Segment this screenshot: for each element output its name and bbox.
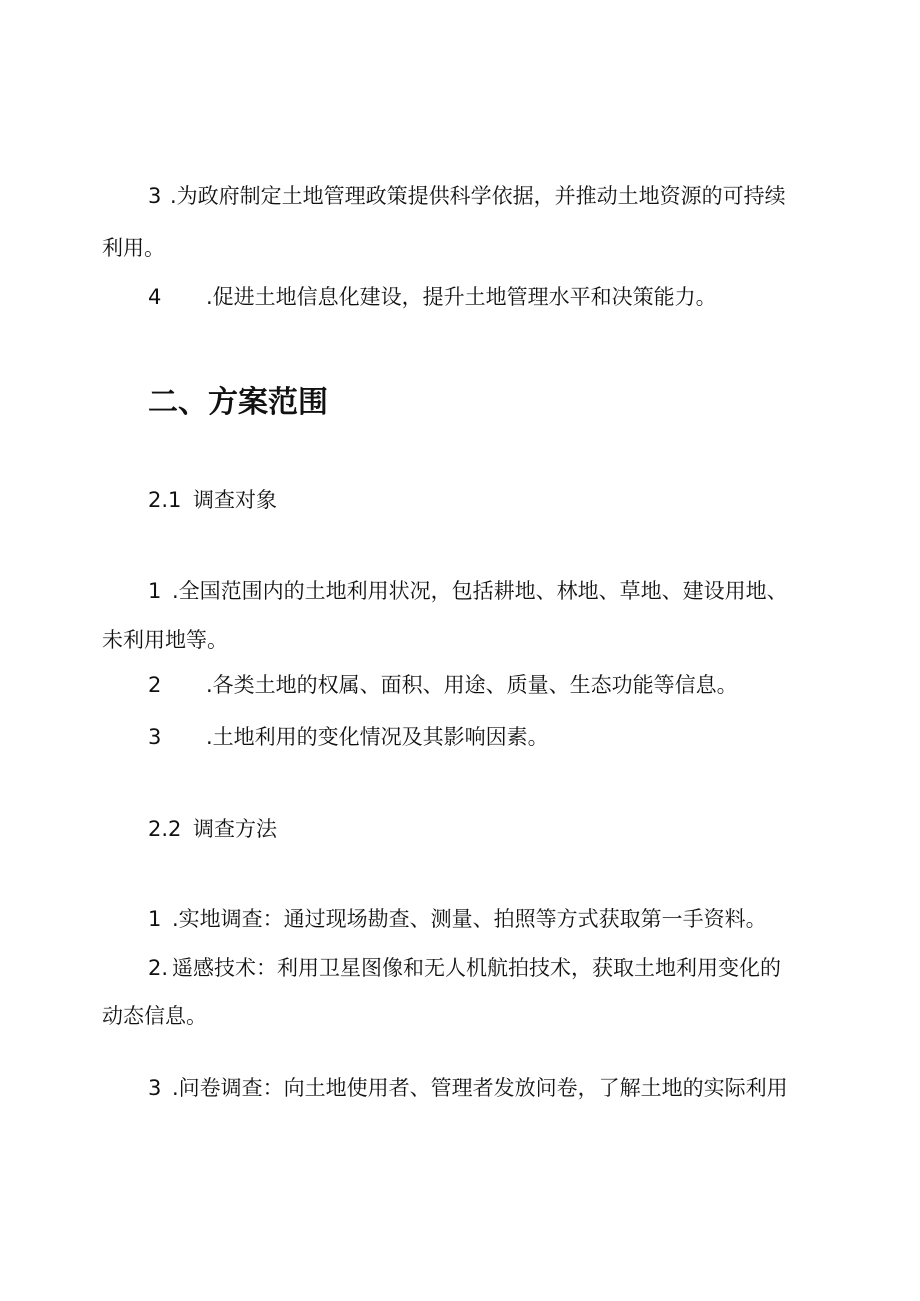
list-text: .各类土地的权属、面积、用途、质量、生态功能等信息。 xyxy=(206,673,738,697)
list-number: 4 xyxy=(148,285,162,309)
list-text: 遥感技术：利用卫星图像和无人机航拍技术，获取土地利用变化的 xyxy=(172,956,781,980)
list-number: 2 xyxy=(148,673,162,697)
section-heading: 二、方案范围 xyxy=(148,385,328,420)
list-text: .全国范围内的土地利用状况，包括耕地、林地、草地、建设用地、 xyxy=(172,579,788,603)
list-number: 1 xyxy=(148,907,162,931)
list-number: 3 xyxy=(148,1076,162,1100)
list-text: .促进土地信息化建设，提升土地管理水平和决策能力。 xyxy=(206,285,717,309)
list-text: 未利用地等。 xyxy=(102,628,228,652)
list-number: 2. xyxy=(148,956,169,980)
list-number: 3 xyxy=(148,725,162,749)
list-text: 动态信息。 xyxy=(102,1004,207,1028)
subsection-number: 2.2 xyxy=(148,817,182,841)
subsection-title: 调查对象 xyxy=(193,488,277,512)
list-text: .为政府制定土地管理政策提供科学依据，并推动土地资源的可持续 xyxy=(170,184,786,208)
list-number: 3 xyxy=(148,184,162,208)
subsection-title: 调查方法 xyxy=(193,817,277,841)
list-text: 利用。 xyxy=(102,236,165,260)
subsection-number: 2.1 xyxy=(148,488,182,512)
list-text: .问卷调查：向土地使用者、管理者发放问卷，了解土地的实际利用 xyxy=(172,1076,788,1100)
list-text: .实地调查：通过现场勘查、测量、拍照等方式获取第一手资料。 xyxy=(172,907,767,931)
list-text: .土地利用的变化情况及其影响因素。 xyxy=(206,725,549,749)
list-number: 1 xyxy=(148,579,162,603)
